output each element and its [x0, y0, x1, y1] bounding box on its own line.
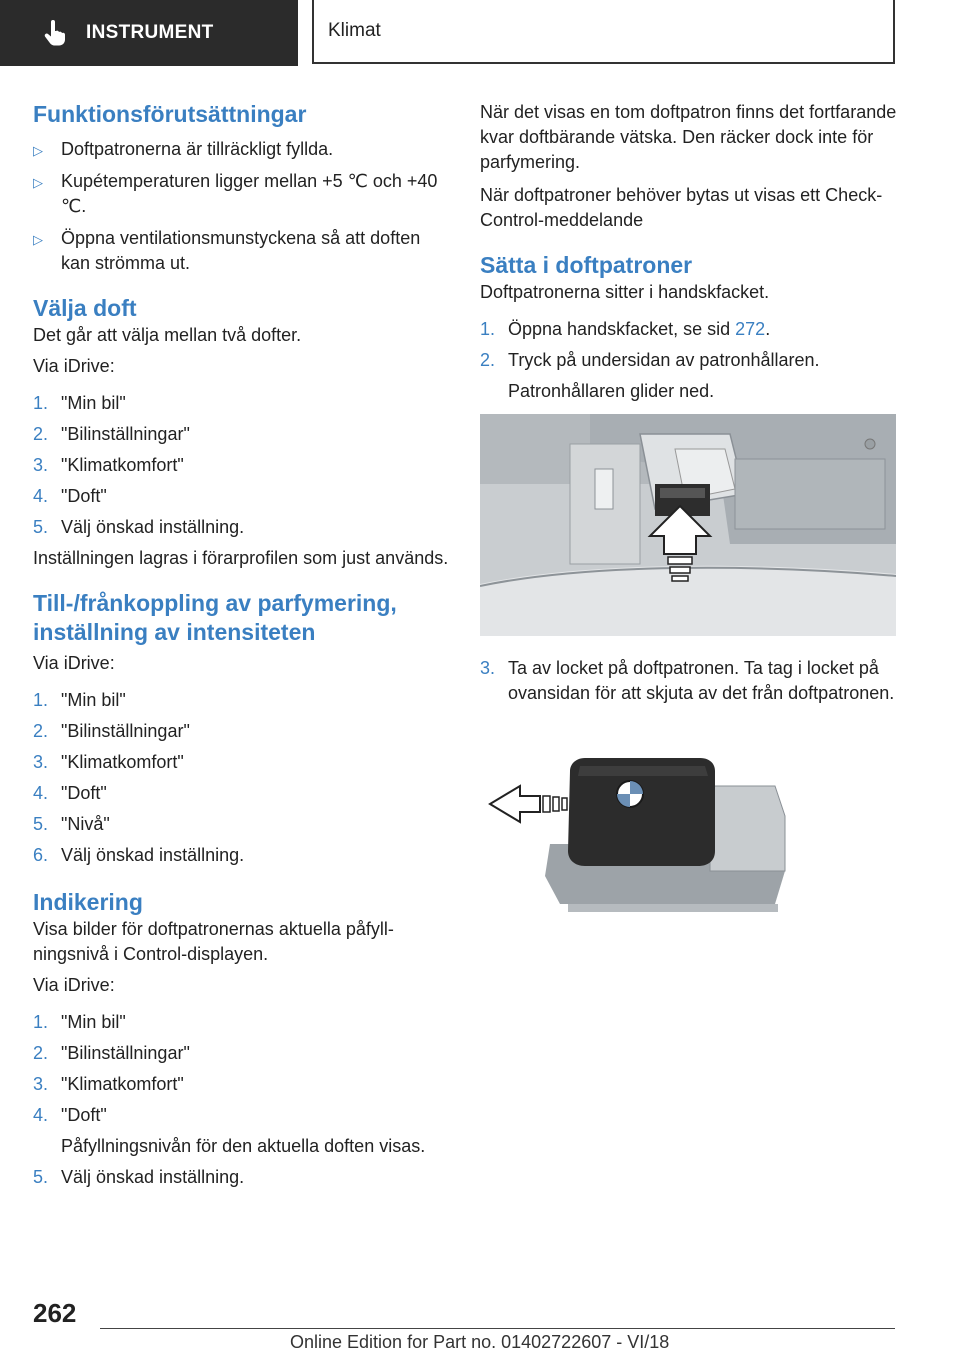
- page-header: [0, 0, 960, 66]
- paragraph: Via iDrive:: [33, 653, 115, 673]
- list-item: 2. "Bilinställningar": [33, 721, 190, 741]
- chapter-tab[interactable]: [0, 0, 298, 66]
- list-item: 3. "Klimatkomfort": [33, 1074, 184, 1094]
- list-item: 2. Tryck på undersidan av patronhållaren.: [480, 350, 820, 370]
- cartridge-illustration-svg: [480, 756, 896, 956]
- heading-indication: Indikering: [33, 889, 143, 915]
- section-label: Klimat: [328, 20, 381, 41]
- list-item: 5. "Nivå": [33, 814, 110, 834]
- paragraph: När doftpatroner behöver bytas ut visas ett Check-Control-meddelande: [480, 185, 883, 230]
- list-item: ▷ Öppna ventilationsmunstyckena så att doften kan strömma ut.: [33, 228, 421, 273]
- heading-insert-cartridges: Sätta i doftpatroner: [480, 252, 693, 278]
- prerequisites-list: [33, 137, 453, 276]
- page-footer: [0, 1290, 960, 1362]
- page-link[interactable]: 272: [735, 319, 766, 339]
- list-item: 5. Välj önskad inställning.: [33, 517, 245, 537]
- glovebox-illustration: [480, 414, 896, 636]
- list-item: 1. "Min bil": [33, 393, 126, 413]
- footer-divider: [100, 1328, 895, 1329]
- list-item: 4. "Doft": [33, 783, 107, 803]
- list-item: 5. Välj önskad inställning.: [33, 1167, 245, 1187]
- list-item: 6. Välj önskad inställning.: [33, 845, 245, 865]
- list-item: ▷ Doftpatronerna är tillräckligt fyllda.: [33, 137, 453, 162]
- cartridge-illustration: [480, 756, 896, 956]
- list-item: 1. "Min bil": [33, 690, 126, 710]
- list-item-note: Patronhållaren glider ned.: [508, 381, 715, 401]
- list-item: 4. "Doft": [33, 486, 107, 506]
- steps-list: [33, 688, 453, 868]
- section-box: [312, 0, 895, 64]
- triangle-bullet-icon: ▷: [33, 232, 43, 247]
- paragraph: Doftpatronerna sitter i handskfacket.: [480, 282, 770, 302]
- paragraph: Det går att välja mellan två dofter.: [33, 325, 302, 345]
- left-column: [33, 100, 453, 1190]
- brand-logo-icon: [617, 781, 643, 807]
- right-column: [480, 100, 900, 956]
- list-item: 3. "Klimatkomfort": [33, 455, 184, 475]
- list-item: 4. "Doft": [33, 1105, 107, 1125]
- list-item: 3. "Klimatkomfort": [33, 752, 184, 772]
- steps-list: [33, 391, 453, 540]
- glovebox-illustration-svg: [480, 414, 896, 636]
- list-item: 3. Ta av locket på doftpatronen. Ta tag i locket på ovansidan för att skjuta av det från doftpatronen.: [480, 658, 895, 703]
- heading-toggle-intensity: Till-/frånkoppling av parfymering, inställning av intensiteten: [33, 590, 397, 645]
- triangle-bullet-icon: ▷: [33, 175, 43, 190]
- list-item: 1. "Min bil": [33, 1012, 126, 1032]
- list-item: ▷ Kupétemperaturen ligger mellan +5 ℃ och +40 ℃.: [33, 171, 438, 216]
- paragraph: Via iDrive:: [33, 975, 115, 995]
- triangle-bullet-icon: ▷: [33, 143, 43, 158]
- steps-list: [480, 656, 900, 706]
- arrow-left-icon: [490, 786, 567, 822]
- steps-list: [480, 317, 900, 404]
- paragraph: Via iDrive:: [33, 356, 115, 376]
- page-number: 262: [33, 1298, 77, 1328]
- heading-prerequisites: Funktionsförutsättningar: [33, 101, 307, 127]
- paragraph: Inställningen lagras i förarprofilen som just används.: [33, 548, 449, 568]
- list-item: 2. "Bilinställningar": [33, 1043, 190, 1063]
- paragraph: Visa bilder för doftpatronernas aktuella påfyllningsnivå i Control-displayen.: [33, 919, 394, 964]
- chapter-label: INSTRUMENT: [86, 22, 214, 43]
- heading-select-scent: Välja doft: [33, 295, 137, 321]
- list-item-note: Påfyllningsnivån för den aktuella doften visas.: [61, 1136, 426, 1156]
- list-item: 2. "Bilinställningar": [33, 424, 190, 444]
- paragraph: När det visas en tom doftpatron finns det fortfarande kvar doftbärande vätska. Den räcker dock inte för parfymering.: [480, 102, 897, 172]
- hand-pointer-icon: [40, 19, 68, 47]
- list-item: 1. Öppna handskfacket, se sid 272.: [480, 319, 771, 339]
- edition-note: Online Edition for Part no. 01402722607 - VI/18: [290, 1332, 670, 1352]
- steps-list: [33, 1010, 453, 1190]
